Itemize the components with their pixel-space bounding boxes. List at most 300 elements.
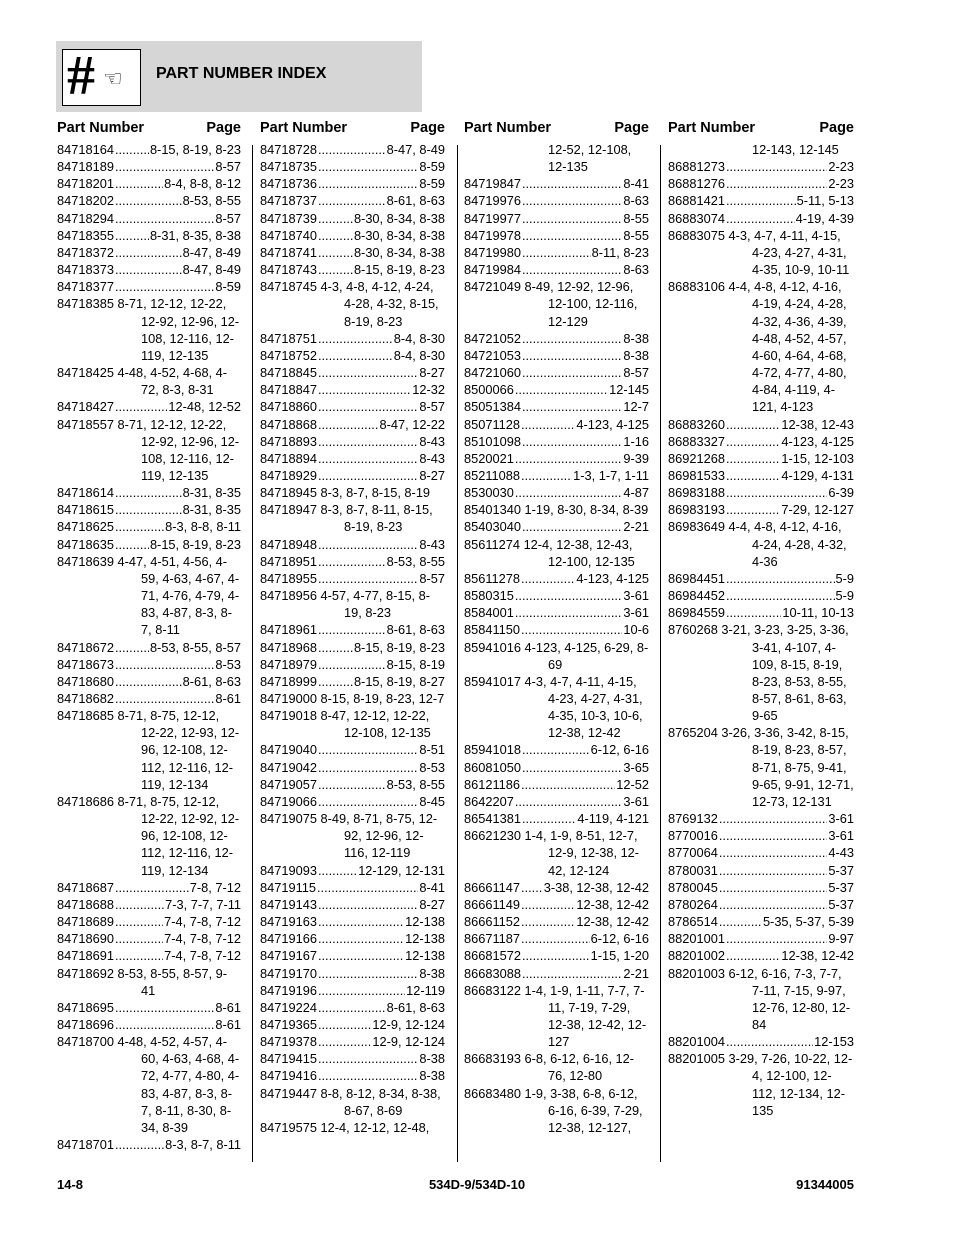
dot-leader (726, 587, 835, 604)
index-entry (464, 570, 649, 587)
dot-leader (115, 639, 149, 656)
page-refs: 8-3, 8-7, 8-11 (165, 1137, 241, 1153)
dot-leader (726, 604, 781, 621)
page-refs: 2-23 (828, 159, 854, 175)
index-entry: 12-143, 12-145 (752, 142, 839, 157)
dot-leader (318, 1033, 371, 1050)
index-entry (260, 192, 445, 209)
footer-doc-number: 91344005 (796, 1177, 854, 1192)
part-number: 84719365 (260, 1016, 317, 1032)
dot-leader (522, 210, 622, 227)
page-refs: 8-53, 8-55 (386, 776, 445, 792)
page-refs: 3-61 (623, 605, 649, 621)
index-entry (464, 827, 649, 878)
part-number: 84718689 (57, 914, 114, 930)
part-number: 84718688 (57, 896, 114, 912)
part-number: 85101098 (464, 433, 521, 449)
page-refs: 4-123, 4-125, 6-29, 8-69 (524, 639, 649, 672)
part-number: 84719167 (260, 948, 317, 964)
dot-leader (522, 398, 622, 415)
part-number: 88201001 (668, 931, 725, 947)
dot-leader (521, 467, 572, 484)
part-number: 86984559 (668, 605, 725, 621)
index-entry (464, 982, 649, 1051)
dot-leader (521, 896, 575, 913)
page-refs: 7-3, 7-7, 7-11 (165, 896, 241, 912)
column-header (260, 119, 445, 141)
part-number: 85211088 (464, 467, 520, 483)
index-entry (57, 553, 241, 639)
page-refs: 1-3, 1-7, 1-11 (573, 467, 649, 483)
part-number: 8770064 (668, 845, 718, 861)
index-entry (668, 1033, 854, 1050)
dot-leader (522, 810, 576, 827)
page-refs: 12-119 (406, 982, 445, 998)
part-number: 84719415 (260, 1051, 317, 1067)
index-entry (57, 999, 241, 1016)
dot-leader (318, 656, 386, 673)
part-number: 84718956 (260, 588, 317, 604)
dot-leader (521, 570, 575, 587)
page-refs: 5-9 (835, 588, 854, 604)
dot-leader (522, 175, 622, 192)
dot-leader (115, 879, 189, 896)
page-refs: 12-4, 12-38, 12-43, 12-100, 12-135 (523, 536, 635, 569)
page-refs: 7-4, 7-8, 7-12 (164, 931, 241, 947)
page-refs: 6-8, 6-12, 6-16, 12-76, 12-80 (524, 1051, 635, 1084)
index-entry (464, 879, 649, 896)
page-refs: 6-39 (828, 485, 854, 501)
index-entry (668, 913, 854, 930)
dot-leader (522, 965, 622, 982)
page-refs: 8-38 (419, 1068, 445, 1084)
page-refs: 3-61 (623, 588, 649, 604)
part-number: 86683480 (464, 1085, 521, 1101)
part-number: 84718692 (57, 965, 114, 981)
page-refs: 7-4, 7-8, 7-12 (164, 914, 241, 930)
index-entry (464, 810, 649, 827)
dot-leader (726, 930, 827, 947)
part-number: 84719163 (260, 914, 317, 930)
page-refs: 5-37 (828, 862, 854, 878)
dot-leader (522, 947, 590, 964)
index-column-1 (57, 119, 241, 1153)
dot-leader (318, 416, 379, 433)
index-entry (668, 896, 854, 913)
index-entry (668, 570, 854, 587)
page-refs: 4-123, 4-125 (576, 416, 649, 432)
dot-leader (318, 947, 404, 964)
page-refs: 2-21 (623, 965, 649, 981)
dot-leader (318, 999, 386, 1016)
dot-leader (115, 896, 164, 913)
part-number: 86671187 (464, 931, 520, 947)
part-number: 86883106 (668, 279, 725, 295)
part-number: 84721052 (464, 330, 521, 346)
index-entry (464, 913, 649, 930)
page-refs: 8-30, 8-34, 8-38 (353, 244, 445, 260)
part-number: 84718672 (57, 639, 114, 655)
index-entry (260, 227, 445, 244)
part-number: 84721053 (464, 347, 521, 363)
index-entry (464, 364, 649, 381)
index-entry (464, 930, 649, 947)
page-refs: 8-57 (215, 210, 241, 226)
part-number: 84719057 (260, 776, 317, 792)
dot-leader (317, 879, 418, 896)
dot-leader (115, 913, 163, 930)
part-number: 84719976 (464, 193, 521, 209)
page-refs: 8-3, 8-8, 8-11 (165, 519, 241, 535)
part-number: 84718745 (260, 279, 317, 295)
page-refs: 4-3, 4-8, 4-12, 4-24, 4-28, 4-32, 8-15, 8-19, 8-23 (320, 279, 439, 329)
part-number: 86921268 (668, 450, 725, 466)
part-number: 86683122 (464, 982, 521, 998)
dot-leader (726, 467, 780, 484)
dot-leader (115, 1136, 164, 1153)
dot-leader (726, 416, 780, 433)
index-entry (464, 192, 649, 209)
index-entry (668, 947, 854, 964)
index-entry (260, 416, 445, 433)
dot-leader (521, 416, 575, 433)
page-refs: 2-21 (623, 519, 649, 535)
dot-leader (318, 930, 404, 947)
index-entry (260, 244, 445, 261)
page-refs: 12-32 (412, 382, 445, 398)
dot-leader (522, 364, 622, 381)
column-divider (457, 145, 458, 1162)
page-refs: 1-19, 8-30, 8-34, 8-39 (524, 502, 649, 518)
part-number-heading: Part Number (260, 120, 348, 136)
part-number: 84719040 (260, 742, 317, 758)
page-refs: 8-47, 12-12, 12-22, 12-108, 12-135 (320, 708, 431, 741)
part-number: 84718955 (260, 570, 317, 586)
part-number: 8584001 (464, 605, 514, 621)
page-refs: 4-3, 4-7, 4-11, 4-15, 4-23, 4-27, 4-31, 4-35, 10-3, 10-6, 12-38, 12-42 (524, 673, 643, 741)
page-refs: 8-38 (419, 965, 445, 981)
index-entry (260, 261, 445, 278)
index-entry (668, 621, 854, 724)
part-number: 86883260 (668, 416, 725, 432)
dot-leader (515, 587, 623, 604)
page-refs: 8-61, 8-63 (386, 622, 445, 638)
index-entry (260, 210, 445, 227)
index-entry (57, 192, 241, 209)
index-entry (464, 433, 649, 450)
index-entry (668, 724, 854, 810)
page-refs: 3-21, 3-23, 3-25, 3-36, 3-41, 4-107, 4-109, 8-15, 8-19, 8-23, 8-53, 8-55, 8-57, 8-61, 8-63, 9-65 (721, 622, 849, 724)
part-number: 84718868 (260, 416, 317, 432)
page-refs: 8-15, 8-19, 8-23 (149, 142, 241, 157)
part-number: 86983193 (668, 502, 725, 518)
column-header (57, 119, 241, 141)
page-refs: 9-39 (623, 450, 649, 466)
dot-leader (318, 158, 418, 175)
dot-leader (115, 673, 182, 690)
page-refs: 8-4, 8-30 (393, 347, 445, 363)
part-number: 84718201 (57, 176, 114, 192)
index-entry (260, 587, 445, 621)
part-number: 84721049 (464, 279, 521, 295)
part-number: 84718294 (57, 210, 114, 226)
dot-leader (522, 227, 622, 244)
index-entry (464, 467, 649, 484)
page-refs: 5-37 (828, 879, 854, 895)
dot-leader (521, 930, 590, 947)
page-refs: 4-123, 4-125 (576, 570, 649, 586)
page-refs: 8-57 (215, 159, 241, 175)
page-refs: 12-138 (405, 931, 445, 947)
index-entry (260, 793, 445, 810)
page-refs: 8-11, 8-23 (591, 244, 649, 260)
part-number: 8770016 (668, 828, 718, 844)
part-number: 84718951 (260, 553, 317, 569)
index-entry (57, 141, 241, 158)
page-refs: 8-3, 8-7, 8-11, 8-15, 8-19, 8-23 (320, 502, 433, 535)
index-entry (57, 484, 241, 501)
part-number: 8780031 (668, 862, 718, 878)
part-number: 84718425 (57, 365, 114, 381)
dot-leader (318, 381, 411, 398)
dot-leader (719, 862, 828, 879)
index-entry (668, 158, 854, 175)
page-refs: 10-6 (623, 622, 649, 638)
part-number: 84719416 (260, 1068, 317, 1084)
part-number: 8642207 (464, 793, 514, 809)
page-refs: 4-129, 4-131 (781, 467, 854, 483)
part-number: 84719980 (464, 244, 521, 260)
index-entry (260, 741, 445, 758)
index-entry (668, 501, 854, 518)
dot-leader (318, 227, 353, 244)
part-number: 85611278 (464, 570, 520, 586)
page-refs: 3-29, 7-26, 10-22, 12-4, 12-100, 12-112, 12-134, 12-135 (728, 1051, 853, 1118)
page-refs: 3-61 (623, 793, 649, 809)
page-refs: 8-43 (419, 433, 445, 449)
dot-leader (115, 210, 214, 227)
index-entry (260, 930, 445, 947)
page-refs: 8-47, 12-22 (379, 416, 445, 432)
index-entry (260, 158, 445, 175)
part-number: 85401340 (464, 502, 521, 518)
dot-leader (115, 398, 167, 415)
index-entry (57, 175, 241, 192)
dot-leader (719, 879, 828, 896)
index-entry (57, 1136, 241, 1153)
dot-leader (719, 827, 828, 844)
page-refs: 4-3, 4-7, 4-11, 4-15, 4-23, 4-27, 4-31, 4-35, 10-9, 10-11 (728, 227, 850, 278)
page-refs: 8-71, 8-75, 12-12, 12-22, 12-93, 12-96, 12-108, 12-112, 12-116, 12-119, 12-134 (117, 708, 240, 792)
index-entry (260, 141, 445, 158)
index-entry (668, 278, 854, 415)
dot-leader (726, 158, 827, 175)
index-entry (260, 707, 445, 741)
page-refs: 2-23 (828, 176, 854, 192)
part-number: 88201004 (668, 1034, 725, 1050)
page-refs: 8-27 (419, 467, 445, 483)
index-entry (57, 398, 241, 415)
index-entry (57, 1016, 241, 1033)
dot-leader (318, 433, 418, 450)
part-number: 84718700 (57, 1034, 114, 1050)
page-refs: 8-59 (419, 159, 445, 175)
index-entry (260, 947, 445, 964)
footer-page-number: 14-8 (57, 1177, 84, 1192)
index-column-2 (260, 119, 445, 1136)
index-entry (260, 982, 445, 999)
page-refs: 8-61, 8-63 (386, 193, 445, 209)
part-number: 84718735 (260, 159, 317, 175)
column-divider (252, 145, 253, 1162)
part-number: 84719066 (260, 793, 317, 809)
index-entry (57, 278, 241, 295)
part-number: 86541381 (464, 811, 521, 827)
index-entry (668, 965, 854, 1034)
part-number: 88201005 (668, 1051, 725, 1067)
page-refs: 4-4, 4-8, 4-12, 4-16, 4-24, 4-28, 4-32, 4-36 (728, 519, 847, 569)
index-entry (57, 656, 241, 673)
index-entry (260, 433, 445, 450)
part-number: 86883075 (668, 227, 725, 243)
dot-leader (515, 604, 623, 621)
index-column-3 (464, 119, 649, 1136)
page-refs: 3-61 (828, 811, 854, 827)
dot-leader (115, 175, 163, 192)
index-entry (464, 175, 649, 192)
part-number: 84718690 (57, 931, 114, 947)
dot-leader (318, 1050, 418, 1067)
part-number: 8769132 (668, 811, 718, 827)
dot-leader (726, 175, 827, 192)
index-entry (464, 501, 649, 518)
index-entry (260, 1050, 445, 1067)
index-entry (260, 570, 445, 587)
page-refs: 8-53, 8-55 (182, 193, 241, 209)
index-entry (668, 484, 854, 501)
part-number: 84718751 (260, 330, 317, 346)
part-number: 84719075 (260, 811, 317, 827)
index-entry (57, 536, 241, 553)
index-entry (668, 416, 854, 433)
part-number: 84719093 (260, 862, 317, 878)
index-entry (464, 227, 649, 244)
dot-leader (115, 244, 182, 261)
index-entry (464, 278, 649, 329)
page-refs: 8-27 (419, 896, 445, 912)
dot-leader (115, 278, 214, 295)
part-number: 86881273 (668, 159, 725, 175)
part-number: 84718625 (57, 519, 114, 535)
page-refs: 8-71, 8-75, 12-12, 12-22, 12-92, 12-96, 12-108, 12-112, 12-116, 12-119, 12-134 (117, 793, 240, 878)
part-number: 86661152 (464, 914, 520, 930)
part-number: 85611274 (464, 536, 520, 552)
part-number: 84718639 (57, 553, 114, 569)
dot-leader (318, 965, 418, 982)
page-refs: 8-47, 8-49 (386, 142, 445, 157)
index-entry (57, 227, 241, 244)
part-number: 86881421 (668, 193, 725, 209)
dot-leader (115, 484, 182, 501)
index-entry (668, 862, 854, 879)
page-refs: 8-63 (623, 262, 649, 278)
dot-leader (726, 1033, 813, 1050)
page-refs: 12-38, 12-42 (781, 948, 854, 964)
dot-leader (115, 1016, 214, 1033)
page-refs: 4-87 (623, 485, 649, 501)
dot-leader (318, 467, 418, 484)
part-number: 85941016 (464, 639, 521, 655)
part-number: 84718728 (260, 142, 317, 157)
index-entry (464, 673, 649, 742)
hash-pointing-hand-icon: # ☜ (62, 49, 141, 106)
index-entry (57, 793, 241, 879)
dot-leader (726, 192, 796, 209)
dot-leader (115, 690, 214, 707)
dot-leader (318, 398, 418, 415)
page-refs: 1-15, 12-103 (781, 450, 854, 466)
page-refs: 8-4, 8-30 (393, 330, 445, 346)
page-refs: 8-57 (623, 365, 649, 381)
part-number: 86983188 (668, 485, 725, 501)
part-number: 86683193 (464, 1051, 521, 1067)
page-refs: 1-9, 3-38, 6-8, 6-12, 6-16, 6-39, 7-29, 12-38, 12-127, (524, 1085, 643, 1135)
page-refs: 12-145 (609, 382, 649, 398)
index-entry (668, 930, 854, 947)
page-refs: 12-38, 12-42 (576, 914, 649, 930)
dot-leader (522, 244, 591, 261)
part-number: 84718736 (260, 176, 317, 192)
page-refs: 8-53, 8-55 (386, 553, 445, 569)
part-number: 84718947 (260, 502, 317, 518)
page-refs: 8-47, 8-49 (182, 262, 241, 278)
part-number: 84718687 (57, 879, 114, 895)
index-entry (668, 810, 854, 827)
part-number: 86984451 (668, 570, 725, 586)
part-number: 88201002 (668, 948, 725, 964)
page-refs: 8-31, 8-35 (182, 502, 241, 518)
dot-leader (318, 261, 353, 278)
index-entry (260, 913, 445, 930)
page-refs: 8-71, 12-12, 12-22, 12-92, 12-96, 12-108, 12-116, 12-119, 12-135 (117, 296, 240, 363)
page-heading: Page (206, 120, 241, 136)
index-entry (57, 518, 241, 535)
part-number: 84718164 (57, 142, 114, 157)
index-entry (57, 210, 241, 227)
page-heading: Page (819, 120, 854, 136)
index-entry (464, 261, 649, 278)
part-number: 84719977 (464, 210, 521, 226)
index-entry (668, 433, 854, 450)
part-number: 86883327 (668, 433, 725, 449)
index-entry (260, 965, 445, 982)
page-refs: 8-51 (419, 742, 445, 758)
index-entry (260, 381, 445, 398)
dot-leader (318, 536, 418, 553)
part-number: 84718894 (260, 450, 317, 466)
page-refs: 8-49, 8-71, 8-75, 12-92, 12-96, 12-116, 12-119 (320, 811, 438, 861)
part-number: 84718673 (57, 656, 114, 672)
part-number: 85941017 (464, 673, 521, 689)
page-refs: 4-4, 4-8, 4-12, 4-16, 4-19, 4-24, 4-28, 4-32, 4-36, 4-39, 4-48, 4-52, 4-57, 4-60, 4-64, 4-68, 4-72, 4-77, 4-80, 4-84, 4-119, 4-121, 4-123 (728, 279, 847, 415)
index-entry (464, 741, 649, 758)
dot-leader (318, 896, 418, 913)
part-number: 84719196 (260, 982, 317, 998)
index-entry (668, 604, 854, 621)
page-refs: 8-15, 8-19, 8-23 (149, 536, 241, 552)
part-number: 84719378 (260, 1034, 317, 1050)
index-entry (260, 690, 445, 707)
